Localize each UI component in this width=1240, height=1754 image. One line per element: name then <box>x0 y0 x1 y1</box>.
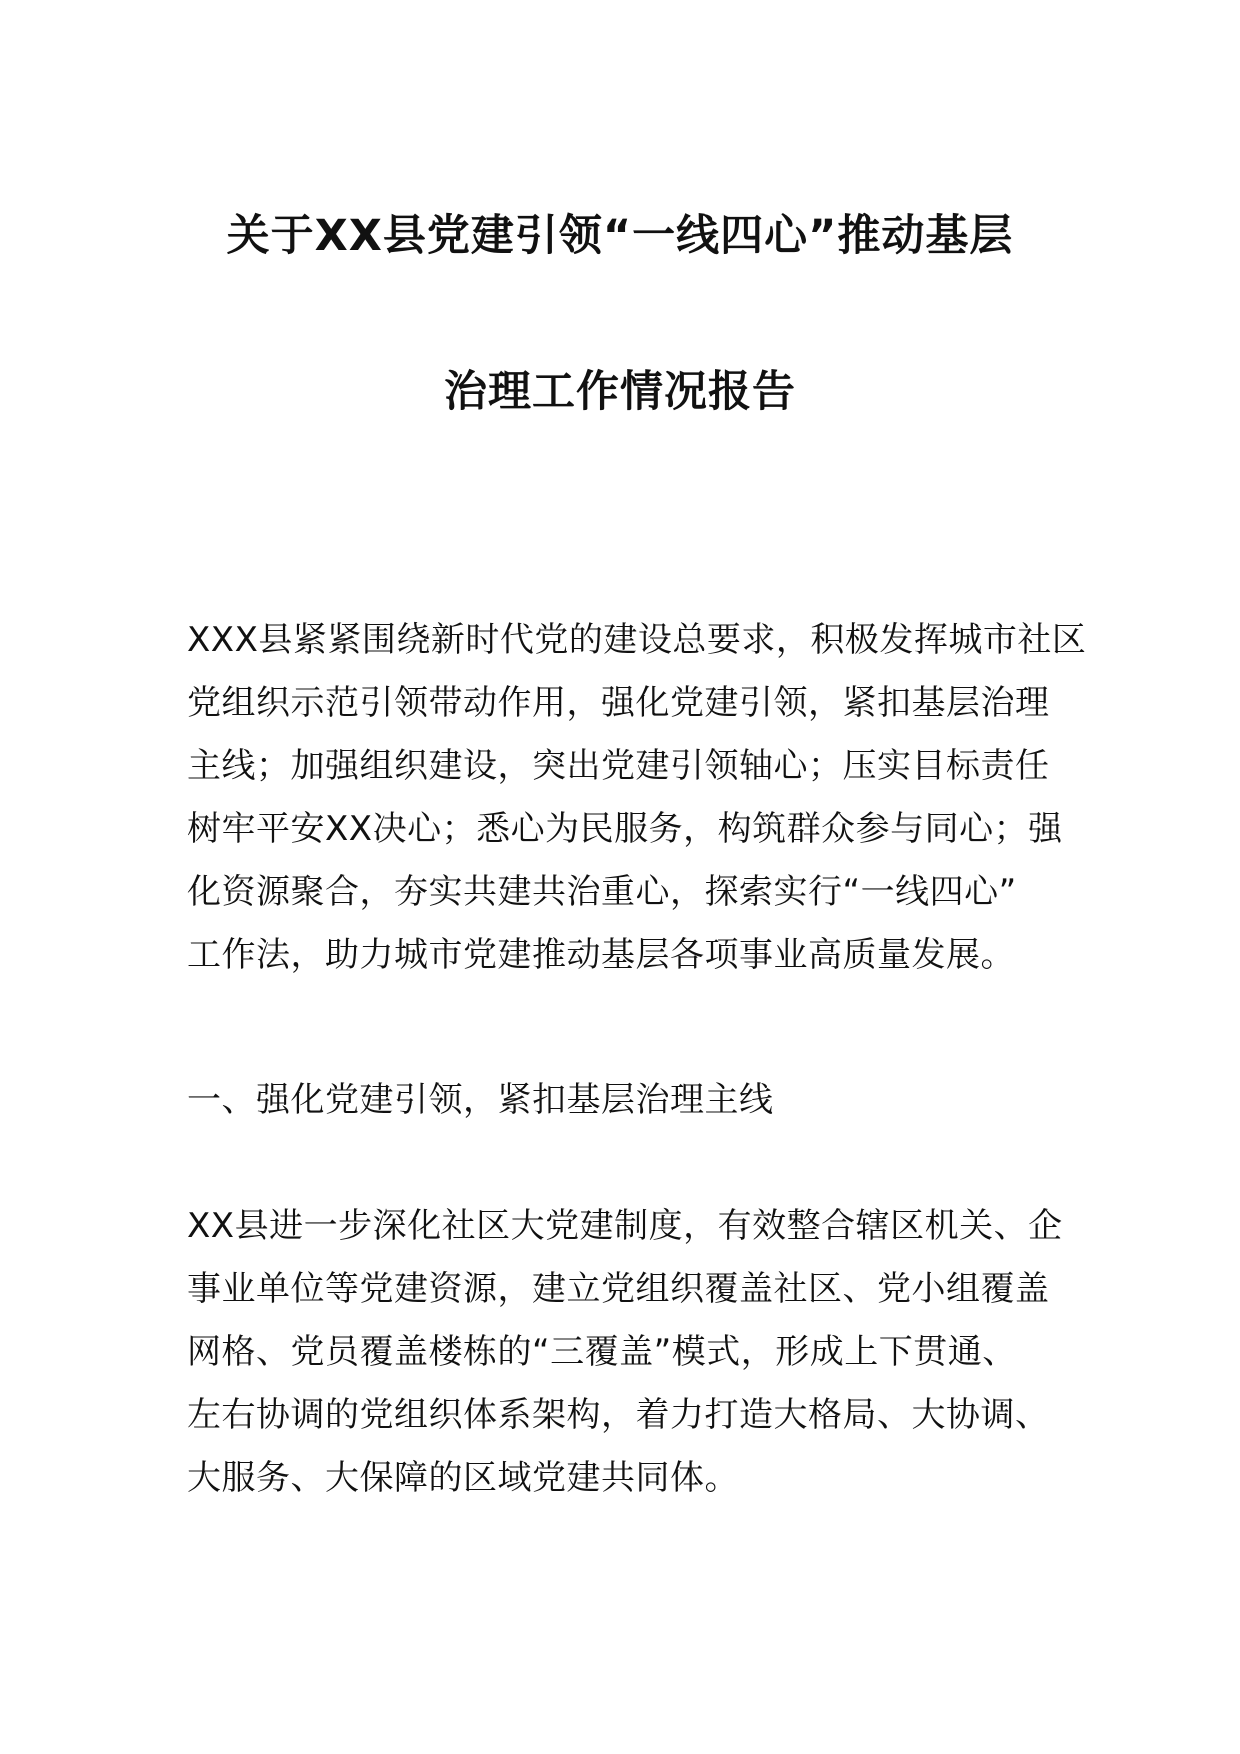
section-1-paragraph-line: XX县进一步深化社区大党建制度，有效整合辖区机关、企 <box>187 1206 1063 1246</box>
report-title-line-1: 关于XX县党建引领“一线四心”推动基层 <box>226 211 1014 261</box>
section-1-heading: 一、强化党建引领，紧扣基层治理主线 <box>187 1080 774 1120</box>
report-title-line-2: 治理工作情况报告 <box>444 367 796 417</box>
intro-paragraph-line: 主线；加强组织建设，突出党建引领轴心；压实目标责任 <box>187 746 1050 786</box>
intro-paragraph-line: 工作法，助力城市党建推动基层各项事业高质量发展。 <box>187 935 1015 975</box>
section-1-paragraph-line: 事业单位等党建资源，建立党组织覆盖社区、党小组覆盖 <box>187 1269 1050 1309</box>
intro-paragraph-line: 化资源聚合，夯实共建共治重心，探索实行“一线四心” <box>187 872 1017 912</box>
intro-paragraph-line: 树牢平安XX决心；悉心为民服务，构筑群众参与同心；强 <box>187 809 1063 849</box>
intro-paragraph-line: 党组织示范引领带动作用，强化党建引领，紧扣基层治理 <box>187 683 1050 723</box>
intro-paragraph-line: XXX县紧紧围绕新时代党的建设总要求，积极发挥城市社区 <box>187 620 1087 660</box>
section-1-paragraph-line: 网格、党员覆盖楼栋的“三覆盖”模式，形成上下贯通、 <box>187 1332 1017 1372</box>
section-1-paragraph-line: 左右协调的党组织体系架构，着力打造大格局、大协调、 <box>187 1395 1050 1435</box>
section-1-paragraph-line: 大服务、大保障的区域党建共同体。 <box>187 1458 739 1498</box>
